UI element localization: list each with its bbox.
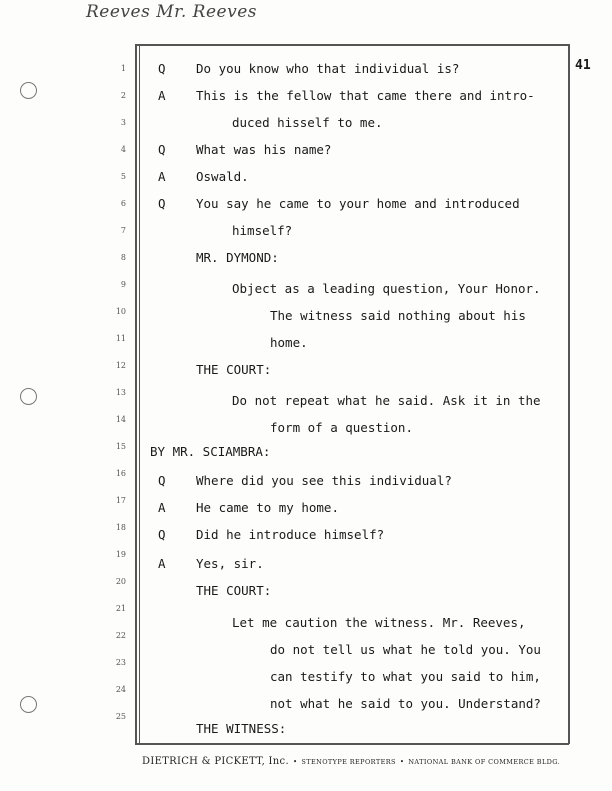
- line-number: 17: [115, 496, 126, 505]
- handwritten-note: Reeves Mr. Reeves: [86, 2, 257, 22]
- transcript-line: Let me caution the witness. Mr. Reeves,: [232, 615, 526, 630]
- line-number: 10: [115, 307, 126, 316]
- line-number: 11: [115, 334, 126, 343]
- speaker-marker: A: [158, 500, 166, 515]
- line-number: 6: [120, 199, 126, 208]
- line-number: 2: [120, 91, 126, 100]
- speaker-heading: THE COURT:: [196, 362, 272, 377]
- speaker-marker: A: [158, 556, 166, 571]
- line-number: 24: [115, 685, 126, 694]
- bottom-rule: [135, 743, 569, 745]
- line-number: 1: [120, 64, 126, 73]
- speaker-marker: Q: [158, 196, 166, 211]
- line-number: 23: [115, 658, 126, 667]
- footer-service: STENOTYPE REPORTERS: [301, 758, 396, 766]
- line-number: 18: [115, 523, 126, 532]
- footer-address: NATIONAL BANK OF COMMERCE BLDG.: [408, 758, 561, 766]
- transcript-line: Did he introduce himself?: [196, 527, 385, 542]
- punch-hole-top: [20, 82, 37, 99]
- footer: [142, 756, 560, 767]
- transcript-line: home.: [270, 335, 308, 350]
- transcript-line: Where did you see this individual?: [196, 473, 452, 488]
- line-number: 8: [120, 253, 126, 262]
- transcript-line: form of a question.: [270, 420, 413, 435]
- examination-heading: BY MR. SCIAMBRA:: [150, 444, 271, 459]
- punch-hole-middle: [20, 388, 37, 405]
- punch-hole-bottom: [20, 696, 37, 713]
- transcript-line: not what he said to you. Understand?: [270, 696, 541, 711]
- line-number: 3: [120, 118, 126, 127]
- transcript-line: The witness said nothing about his: [270, 308, 526, 323]
- line-number: 16: [115, 469, 126, 478]
- transcript-line: What was his name?: [196, 142, 332, 157]
- line-number: 14: [115, 415, 126, 424]
- footer-firm: DIETRICH & PICKETT, Inc.: [142, 756, 289, 767]
- speaker-marker: A: [158, 169, 166, 184]
- line-number: 25: [115, 712, 126, 721]
- left-margin-rule-inner: [139, 44, 140, 744]
- transcript-line: Do not repeat what he said. Ask it in the: [232, 393, 541, 408]
- line-number: 19: [115, 550, 126, 559]
- transcript-line: Do you know who that individual is?: [196, 61, 460, 76]
- transcript-line: Object as a leading question, Your Honor.: [232, 281, 541, 296]
- top-rule: [135, 44, 569, 46]
- transcript-line: Oswald.: [196, 169, 249, 184]
- speaker-marker: Q: [158, 473, 166, 488]
- line-number: 20: [115, 577, 126, 586]
- transcript-line: do not tell us what he told you. You: [270, 642, 541, 657]
- transcript-line: duced hisself to me.: [232, 115, 383, 130]
- speaker-marker: Q: [158, 142, 166, 157]
- transcript-line: himself?: [232, 223, 293, 238]
- speaker-heading: THE WITNESS:: [196, 721, 287, 736]
- page-number: 41: [575, 58, 591, 73]
- line-number: 21: [115, 604, 126, 613]
- transcript-line: He came to my home.: [196, 500, 339, 515]
- line-number: 5: [120, 172, 126, 181]
- line-number: 9: [120, 280, 126, 289]
- line-number: 22: [115, 631, 126, 640]
- footer-separator: •: [292, 758, 298, 766]
- speaker-heading: MR. DYMOND:: [196, 250, 279, 265]
- transcript-line: Yes, sir.: [196, 556, 264, 571]
- transcript-line: This is the fellow that came there and intro-: [196, 88, 535, 103]
- speaker-marker: Q: [158, 527, 166, 542]
- right-margin-rule: [568, 44, 570, 744]
- line-number: 4: [120, 145, 126, 154]
- speaker-marker: Q: [158, 61, 166, 76]
- transcript-line: You say he came to your home and introduced: [196, 196, 520, 211]
- line-number: 12: [115, 361, 126, 370]
- line-number: 13: [115, 388, 126, 397]
- left-margin-rule: [135, 44, 137, 744]
- line-number: 15: [115, 442, 126, 451]
- speaker-marker: A: [158, 88, 166, 103]
- speaker-heading: THE COURT:: [196, 583, 272, 598]
- footer-separator: •: [399, 758, 405, 766]
- transcript-line: can testify to what you said to him,: [270, 669, 541, 684]
- line-number: 7: [120, 226, 126, 235]
